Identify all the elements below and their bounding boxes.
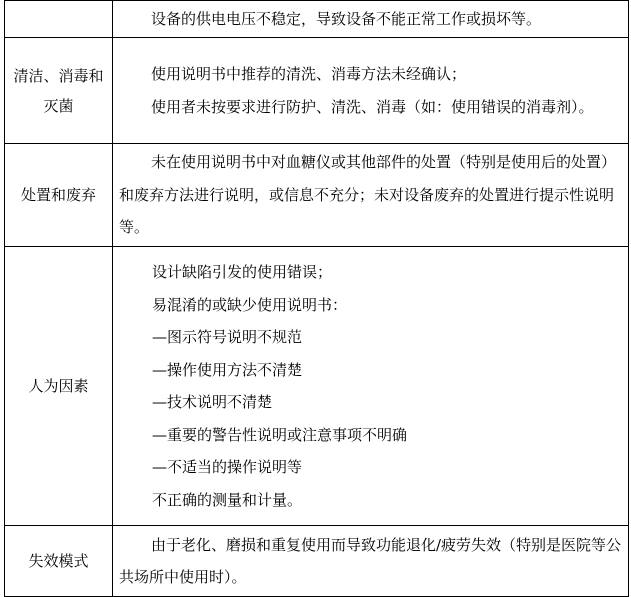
description-line: —图示符号说明不规范 — [152, 328, 303, 346]
category-cell — [5, 526, 113, 597]
category-label: 失效模式 — [28, 552, 89, 570]
description-line: 使用者未按要求进行防护、清洗、消毒（如：使用错误的消毒剂）。 — [151, 97, 594, 116]
description-line: 易混淆的或缺少使用说明书： — [152, 295, 348, 314]
category-cell — [5, 247, 113, 526]
table-row — [5, 247, 629, 526]
category-cell — [5, 144, 113, 247]
category-cell — [5, 38, 113, 144]
table-row — [5, 1, 629, 38]
description-line: —不适当的操作说明等 — [152, 458, 303, 476]
description-cell — [113, 144, 629, 247]
category-label: 清洁、消毒和灭菌 — [13, 66, 104, 115]
description-cell — [113, 1, 629, 38]
hazard-table — [4, 0, 629, 597]
description-cell — [113, 526, 629, 597]
table-row — [5, 144, 629, 247]
description-line: 未在使用说明书中对血糖仪或其他部件的处置（特别是使用后的处置）和废弃方法进行说明，或信息不充分；未对设备废弃的处置进行提示性说明等。 — [119, 153, 617, 237]
category-label: 处置和废弃 — [20, 186, 96, 204]
description-line: 由于老化、磨损和重复使用而导致功能退化/疲劳失效（特别是医院等公共场所中使用时）。 — [119, 535, 622, 586]
table-row — [5, 526, 629, 597]
description-line: 不正确的测量和计量。 — [152, 490, 303, 509]
description-cell — [113, 38, 629, 144]
description-line: —重要的警告性说明或注意事项不明确 — [152, 425, 408, 444]
description-line: —操作使用方法不清楚 — [152, 360, 303, 379]
description-cell — [113, 247, 629, 526]
category-cell — [5, 1, 113, 38]
category-label: 人为因素 — [28, 377, 89, 395]
description-line: —技术说明不清楚 — [152, 393, 273, 411]
description-line: 设计缺陷引发的使用错误； — [152, 263, 333, 281]
description-line: 设备的供电电压不稳定，导致设备不能正常工作或损坏等。 — [151, 10, 542, 28]
description-line: 使用说明书中推荐的清洗、消毒方法未经确认； — [151, 65, 467, 83]
table-row — [5, 38, 629, 144]
